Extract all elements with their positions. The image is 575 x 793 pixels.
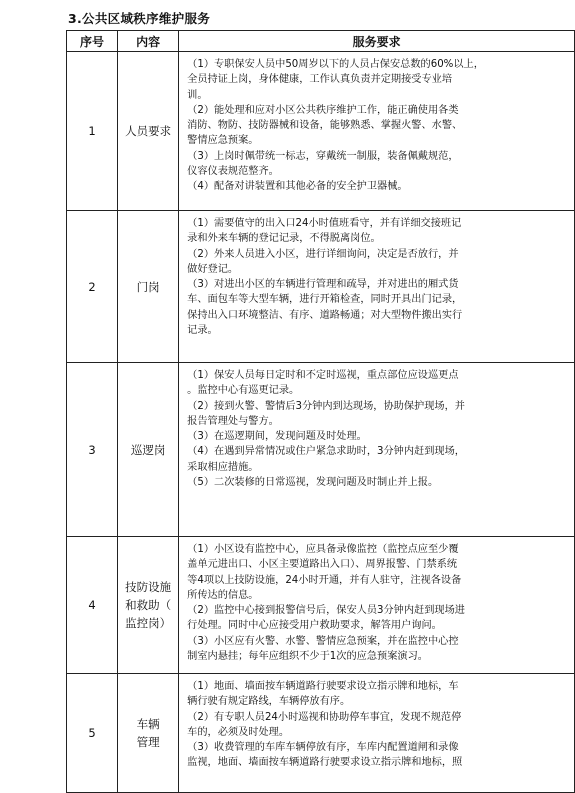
requirement-line: （1）专职保安人员中50周岁以下的人员占保安总数的60%以上， xyxy=(187,59,484,70)
row-number: 3 xyxy=(67,363,118,537)
requirement-line: （3）在巡逻期间，发现问题及时处理。 xyxy=(187,431,367,443)
requirement-line: 车的，必须及时处理。 xyxy=(187,726,290,738)
row-requirements xyxy=(179,537,575,674)
requirement-line: （4）配备对讲装置和其他必备的安全护卫器械。 xyxy=(187,181,408,193)
requirement-line: 所传达的信息。 xyxy=(187,589,259,601)
requirement-line: （2）监控中心接到报警信号后，保安人员3分钟内赶到现场进 xyxy=(187,605,465,617)
requirement-line: （2）接到火警、警情后3分钟内到达现场，协助保护现场，并 xyxy=(187,400,465,412)
header-row xyxy=(67,31,575,52)
section-title: 3.公共区域秩序维护服务 xyxy=(68,11,211,26)
requirement-line: 保持出入口环境整洁、有序、道路畅通；对大型物件搬出实行 xyxy=(187,309,463,321)
requirement-line: 报告管理处与警方。 xyxy=(187,415,279,427)
table-row xyxy=(67,211,575,363)
requirement-line: 记录。 xyxy=(187,325,218,337)
requirement-line: 仪容仪表规范整齐。 xyxy=(187,166,279,178)
requirement-line: 行处理。同时中心应接受用户救助要求，解答用户询问。 xyxy=(187,620,442,632)
row-content: 门岗 xyxy=(118,211,179,363)
requirement-line: （2）能处理和应对小区公共秩序维护工作，能正确使用各类 xyxy=(187,104,459,116)
requirement-line: 录和外来车辆的登记记录，不得脱离岗位。 xyxy=(187,233,381,245)
requirement-line: 采取相应措施。 xyxy=(187,461,259,473)
requirement-line: 制室内悬挂；每年应组织不少于1次的应急预案演习。 xyxy=(187,651,428,663)
service-table xyxy=(66,30,575,793)
table-row xyxy=(67,363,575,537)
requirement-line: 盖单元进出口、小区主要道路出入口）、周界报警、门禁系统 xyxy=(187,559,458,571)
row-content: 车辆 管理 xyxy=(118,674,179,793)
requirement-line: （4）在遇到异常情况或住户紧急求助时，3分钟内赶到现场， xyxy=(187,446,465,458)
row-content: 巡逻岗 xyxy=(118,363,179,537)
requirement-line: （1）保安人员每日定时和不定时巡视，重点部位应设巡更点 xyxy=(187,370,459,381)
requirement-line: 消防、物防、技防器械和设备，能够熟悉、掌握火警、水警、 xyxy=(187,120,463,132)
requirement-line: （3）上岗时佩带统一标志，穿戴统一制服，装备佩戴规范， xyxy=(187,150,459,162)
row-requirements xyxy=(179,363,575,537)
requirement-line: （3）对进出小区的车辆进行管理和疏导，并对进出的厢式货 xyxy=(187,279,459,291)
requirement-line: 辆行驶有规定路线，车辆停放有序。 xyxy=(187,696,351,708)
requirement-line: 训。 xyxy=(187,89,208,101)
table-row xyxy=(67,674,575,793)
requirement-line: 做好登记。 xyxy=(187,263,239,275)
row-requirements xyxy=(179,674,575,793)
requirement-line: 监视，地面、墙面按车辆道路行驶要求设立指示牌和地标，照 xyxy=(187,757,463,769)
requirement-line: 等4项以上技防设施，24小时开通，并有人驻守，注视各设备 xyxy=(187,574,462,586)
row-content: 人员要求 xyxy=(118,52,179,211)
requirement-line: 。监控中心有巡更记录。 xyxy=(187,385,300,397)
row-number: 5 xyxy=(67,674,118,793)
requirement-line: （1）地面、墙面按车辆道路行驶要求设立指示牌和地标，车 xyxy=(187,681,459,692)
requirement-line: （3）小区应有火警、水警、警情应急预案，并在监控中心控 xyxy=(187,635,459,647)
requirement-line: （2）外来人员进入小区，进行详细询问，决定是否放行，并 xyxy=(187,248,459,260)
requirement-line: 车、面包车等大型车辆，进行开箱检查，同时开具出门记录， xyxy=(187,294,463,306)
table-row xyxy=(67,537,575,674)
row-number: 1 xyxy=(67,52,118,211)
header-requirements: 服务要求 xyxy=(179,31,575,52)
requirement-line: 警情应急预案。 xyxy=(187,135,259,147)
requirement-line: （1）小区设有监控中心，应具备录像监控（监控点应至少覆 xyxy=(187,544,459,555)
header-no: 序号 xyxy=(67,31,118,52)
table-row xyxy=(67,52,575,211)
requirement-line: （1）需要值守的出入口24小时值班看守，并有详细交接班记 xyxy=(187,218,462,229)
row-number: 4 xyxy=(67,537,118,674)
requirement-line: （5）二次装修的日常巡视，发现问题及时制止并上报。 xyxy=(187,477,439,489)
requirement-line: （3）收费管理的车库车辆停放有序，车库内配置道闸和录像 xyxy=(187,742,459,754)
header-content: 内容 xyxy=(118,31,179,52)
row-number: 2 xyxy=(67,211,118,363)
requirement-line: （2）有专职人员24小时巡视和协助停车事宜，发现不规范停 xyxy=(187,711,462,723)
row-requirements xyxy=(179,211,575,363)
row-requirements xyxy=(179,52,575,211)
requirement-line: 全员持证上岗，身体健康，工作认真负责并定期接受专业培 xyxy=(187,74,453,86)
row-content: 技防设施 和救助（ 监控岗） xyxy=(118,537,179,674)
